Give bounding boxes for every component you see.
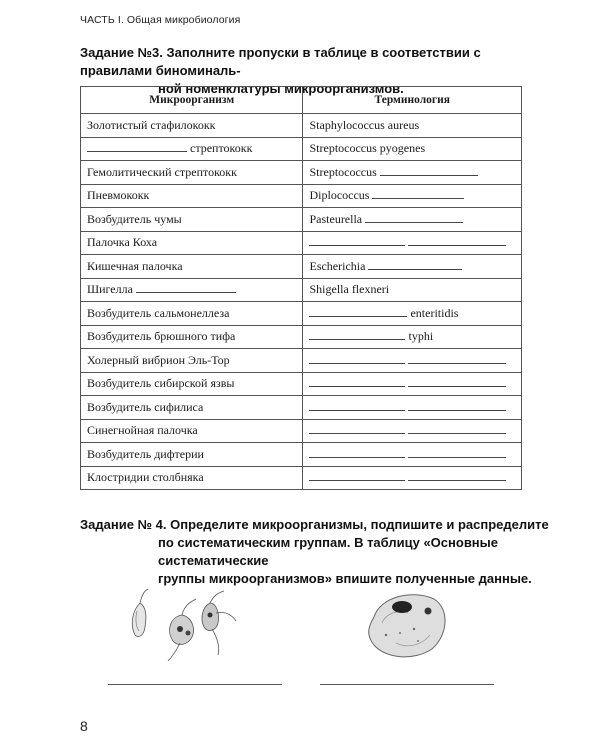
fill-blank[interactable] bbox=[309, 306, 407, 317]
table-row bbox=[81, 466, 522, 490]
table-row bbox=[81, 184, 522, 208]
microorganism-cell bbox=[81, 443, 303, 467]
table-row bbox=[81, 325, 522, 349]
fill-blank[interactable] bbox=[309, 423, 405, 434]
cell-text: Escherichia bbox=[309, 258, 366, 273]
microorganism-cell bbox=[81, 161, 303, 185]
fill-blank[interactable] bbox=[408, 353, 506, 364]
microorganism-cell bbox=[81, 255, 303, 279]
table-row bbox=[81, 443, 522, 467]
cell-text: Пневмококк bbox=[87, 188, 150, 203]
cell-text: Возбудитель сальмонеллеза bbox=[87, 305, 230, 320]
cell-text: Возбудитель сибирской язвы bbox=[87, 376, 235, 391]
fill-blank[interactable] bbox=[408, 423, 506, 434]
page-number: 8 bbox=[80, 718, 88, 734]
cyst-illustration bbox=[356, 583, 456, 663]
microorganism-cell bbox=[81, 396, 303, 420]
task-4-heading bbox=[80, 516, 560, 588]
task-4-line-3: группы микроорганизмов» впишите полученные данные. bbox=[158, 571, 532, 586]
cell-text: Гемолитический стрептококк bbox=[87, 164, 237, 179]
microorganism-cell bbox=[81, 231, 303, 255]
terminology-cell[interactable] bbox=[303, 208, 522, 232]
microorganism-cell bbox=[81, 419, 303, 443]
fill-blank[interactable] bbox=[309, 353, 405, 364]
terminology-cell[interactable] bbox=[303, 396, 522, 420]
table-row bbox=[81, 349, 522, 373]
fill-blank[interactable] bbox=[309, 400, 405, 411]
microorganism-cell bbox=[81, 302, 303, 326]
microorganism-cell bbox=[81, 466, 303, 490]
fill-blank[interactable] bbox=[309, 376, 405, 387]
table-row bbox=[81, 161, 522, 185]
terminology-cell[interactable] bbox=[303, 349, 522, 373]
fill-blank[interactable] bbox=[365, 212, 463, 223]
terminology-cell[interactable] bbox=[303, 325, 522, 349]
cell-text: Палочка Коха bbox=[87, 235, 158, 250]
fill-blank[interactable] bbox=[408, 447, 506, 458]
fill-blank[interactable] bbox=[87, 141, 187, 152]
cell-text: enteritidis bbox=[410, 305, 459, 320]
running-header: ЧАСТЬ I. Общая микробиология bbox=[80, 14, 241, 26]
fill-blank[interactable] bbox=[309, 470, 405, 481]
microorganism-cell bbox=[81, 114, 303, 138]
microorganism-cell bbox=[81, 184, 303, 208]
terminology-cell bbox=[303, 137, 522, 161]
table-row bbox=[81, 137, 522, 161]
terminology-cell[interactable] bbox=[303, 419, 522, 443]
cell-text: typhi bbox=[408, 329, 434, 344]
cell-text: Холерный вибрион Эль-Тор bbox=[87, 352, 230, 367]
terminology-cell[interactable] bbox=[303, 372, 522, 396]
cell-text: Возбудитель брюшного тифа bbox=[87, 329, 236, 344]
terminology-cell[interactable] bbox=[303, 255, 522, 279]
cell-text: Золотистый стафилококк bbox=[87, 117, 216, 132]
terminology-cell[interactable] bbox=[303, 466, 522, 490]
cell-text: Кишечная палочка bbox=[87, 258, 183, 273]
task-3-line-2: ной номенклатуры микроорганизмов. bbox=[158, 81, 404, 96]
cell-text: Streptococcus bbox=[309, 164, 377, 179]
fill-blank[interactable] bbox=[309, 329, 405, 340]
terminology-cell[interactable] bbox=[303, 302, 522, 326]
fill-blank[interactable] bbox=[380, 165, 478, 176]
cell-text: Шигелла bbox=[87, 282, 133, 297]
cell-text: Streptococcus pyogenes bbox=[309, 141, 426, 156]
cell-text: Синегнойная палочка bbox=[87, 423, 198, 438]
table-row bbox=[81, 372, 522, 396]
column-header-terminology: Терминология bbox=[303, 87, 522, 114]
microorganism-cell bbox=[81, 325, 303, 349]
cell-text: Возбудитель чумы bbox=[87, 211, 182, 226]
cell-text: Возбудитель сифилиса bbox=[87, 399, 204, 414]
table-row bbox=[81, 114, 522, 138]
terminology-cell[interactable] bbox=[303, 231, 522, 255]
fill-blank[interactable] bbox=[408, 376, 506, 387]
flagellates-illustration bbox=[118, 585, 268, 670]
table-row bbox=[81, 255, 522, 279]
fill-blank[interactable] bbox=[136, 282, 236, 293]
terminology-cell[interactable] bbox=[303, 184, 522, 208]
terminology-cell[interactable] bbox=[303, 161, 522, 185]
fill-blank[interactable] bbox=[408, 470, 506, 481]
terminology-cell bbox=[303, 114, 522, 138]
table-row bbox=[81, 396, 522, 420]
table-row bbox=[81, 302, 522, 326]
microorganism-cell[interactable] bbox=[81, 137, 303, 161]
cell-text: Shigella flexneri bbox=[309, 282, 390, 297]
answer-line-2[interactable] bbox=[320, 684, 494, 685]
cell-text: стрептококк bbox=[190, 141, 253, 156]
terminology-cell bbox=[303, 278, 522, 302]
column-header-microorganism: Микроорганизм bbox=[81, 87, 303, 114]
fill-blank[interactable] bbox=[309, 235, 405, 246]
fill-blank[interactable] bbox=[372, 188, 464, 199]
nomenclature-table bbox=[80, 86, 522, 490]
task-4-line-1: Задание № 4. Определите микроорганизмы, подпишите и распределите bbox=[80, 517, 549, 532]
cell-text: Pasteurella bbox=[309, 211, 363, 226]
microorganism-cell bbox=[81, 349, 303, 373]
fill-blank[interactable] bbox=[368, 259, 462, 270]
fill-blank[interactable] bbox=[408, 400, 506, 411]
table-header-row bbox=[81, 87, 522, 114]
table-row bbox=[81, 278, 522, 302]
task-3-line-1: Задание №3. Заполните пропуски в таблице в соответствии с правилами биноминаль- bbox=[80, 45, 481, 78]
cell-text: Клостридии столбняка bbox=[87, 470, 204, 485]
fill-blank[interactable] bbox=[408, 235, 506, 246]
microorganism-cell bbox=[81, 208, 303, 232]
cell-text: Возбудитель дифтерии bbox=[87, 446, 204, 461]
microorganism-cell bbox=[81, 372, 303, 396]
table-row bbox=[81, 231, 522, 255]
microorganism-cell[interactable] bbox=[81, 278, 303, 302]
cell-text: Staphylococcus aureus bbox=[309, 117, 420, 132]
terminology-cell[interactable] bbox=[303, 443, 522, 467]
table-row bbox=[81, 208, 522, 232]
cell-text: Diplococcus bbox=[309, 188, 370, 203]
fill-blank[interactable] bbox=[309, 447, 405, 458]
table-row bbox=[81, 419, 522, 443]
task-4-line-2: по систематическим группам. В таблицу «Основные систематические bbox=[158, 535, 498, 568]
answer-line-1[interactable] bbox=[108, 684, 282, 685]
